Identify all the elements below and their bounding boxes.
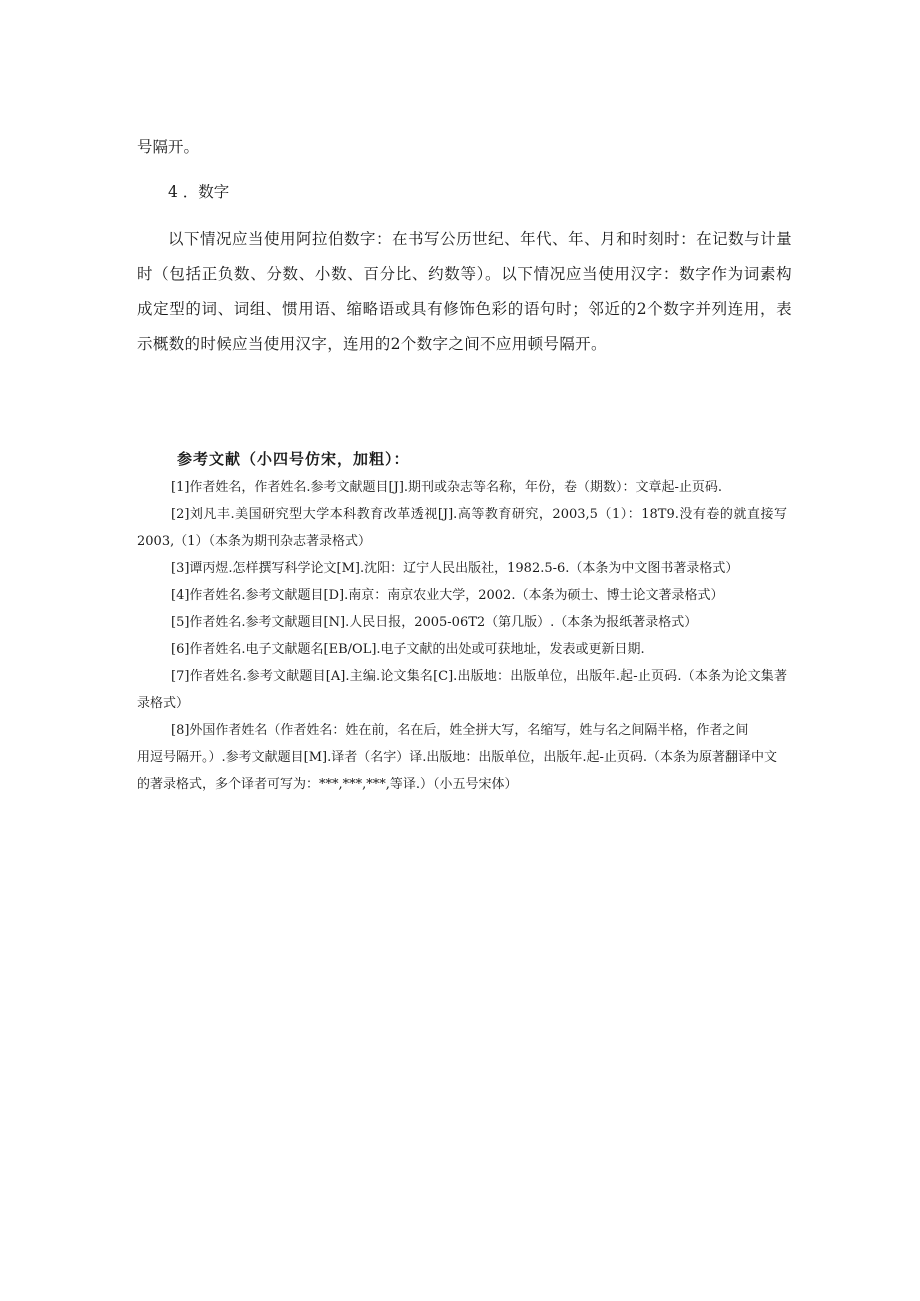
reference-item: [2]刘凡丰.美国研究型大学本科教育改革透视[J].高等教育研究，2003,5（1）：18T9.没有卷的就直接写2003,（1）（本条为期刊杂志著录格式） [137,507,787,549]
references-section [137,445,787,798]
reference-item: [1]作者姓名，作者姓名.参考文献题目[J].期刊或杂志等名称，年份，卷（期数）：文章起-止页码. [171,480,723,495]
reference-item: [5]作者姓名.参考文献题目[N].人民日报，2005-06T2（第几版）.（本条为报纸著录格式） [171,615,698,630]
continuation-line: 号隔开。 [137,138,200,156]
section-heading: 4 ．数字 [168,183,230,201]
body-paragraph: 以下情况应当使用阿拉伯数字：在书写公历世纪、年代、年、月和时刻时：在记数与计量时（包括正负数、分数、小数、百分比、约数等）。以下情况应当使用汉字：数字作为词素构成定型的词、词组、惯用语、缩略语或具有修饰色彩的语句时；邻近的2个数字并列连用，表示概数的时候应当使用汉字，连用的2个数字之间不应用顿号隔开。 [137,230,792,353]
reference-item: [6]作者姓名.电子文献题名[EB/OL].电子文献的出处或可获地址，发表或更新日期. [171,642,645,657]
reference-item-8-first-line: [8]外国作者姓名（作者姓名：姓在前，名在后，姓全拼大写，名缩写，姓与名之间隔半格，作者之间 [171,723,749,738]
reference-item: [7]作者姓名.参考文献题目[A].主编.论文集名[C].出版地：出版单位，出版年.起-止页码.（本条为论文集著录格式） [137,669,787,711]
reference-item-8-continuation: 用逗号隔开。）.参考文献题目[M].译者（名字）译.出版地：出版单位，出版年.起-止页码.（本条为原著翻译中文的著录格式，多个译者可写为：***,***,***,等译.）（小五号宋体） [137,750,778,792]
reference-item: [4]作者姓名.参考文献题目[D].南京：南京农业大学，2002.（本条为硕士、博士论文著录格式） [171,588,724,603]
reference-item: [3]谭丙煜.怎样撰写科学论文[M].沈阳：辽宁人民出版社，1982.5-6.（本条为中文图书著录格式） [171,561,739,576]
reference-item-8 [137,717,787,798]
references-title: 参考文献（小四号仿宋，加粗）： [177,450,410,468]
